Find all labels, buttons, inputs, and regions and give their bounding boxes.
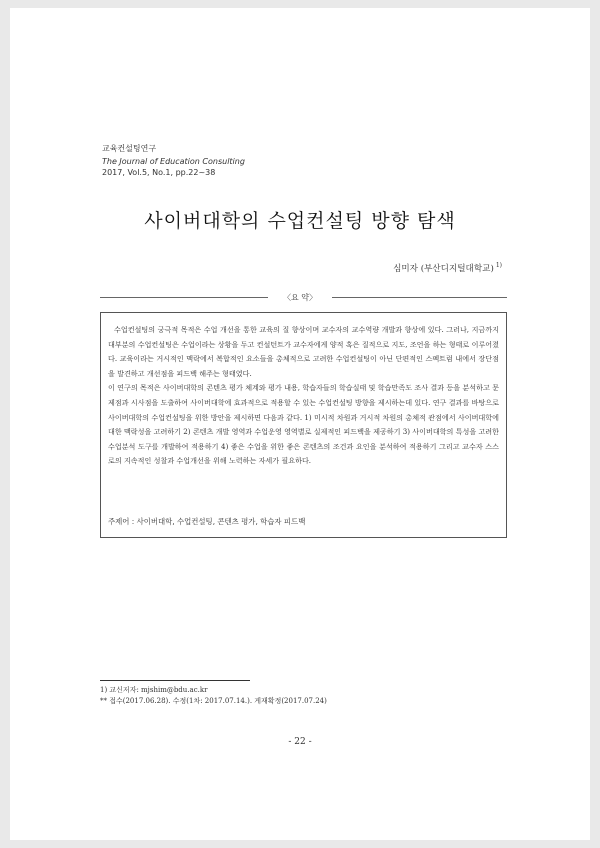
author-line [393, 262, 502, 274]
keywords: 주제어 : 사이버대학, 수업컨설팅, 콘텐츠 평가, 학습자 피드백 [108, 517, 306, 526]
abstract-rule-left [100, 297, 268, 298]
footnote-corresponding-author: 1) 교신저자: mjshim@bdu.ac.kr [100, 686, 208, 694]
journal-volume: 2017, Vol.5, No.1, pp.22~38 [102, 168, 216, 177]
journal-name-english: The Journal of Education Consulting [102, 157, 245, 166]
abstract-paragraph-1: 수업컨설팅의 궁극적 목적은 수업 개선을 통한 교육의 질 향상이며 교수자의 교수역량 개발과 향상에 있다. 그러나, 지금까지 대부분의 수업컨설팅은 수업이라는 상황을 두고 컨설턴트가 교수자에게 양적 혹은 질적으로 지도, 조언을 하는 형태로 이루어졌다. 교육이라는 거시적인 맥락에서 복합적인 요소들을 총체적으로 고려한 수업컨설팅이 아닌 단편적인 스펙트럼 내에서 장단점을 발견하고 개선점을 피드백 해주는 형태였다. [108, 325, 499, 378]
journal-name-korean: 교육컨설팅연구 [102, 144, 157, 153]
abstract-label: 〈요 약〉 [283, 293, 317, 302]
paper-title: 사이버대학의 수업컨설팅 방향 탐색 [144, 210, 456, 232]
author-name: 심미자 (부산디지털대학교) [393, 264, 494, 274]
abstract-text [108, 323, 499, 469]
abstract-paragraph-2: 이 연구의 목적은 사이버대학의 콘텐츠 평가 체계와 평가 내용, 학습자들의 학습실태 및 학습만족도 조사 결과 등을 분석하고 문제점과 시사점을 도출하여 사이버대학에 효과적으로 적용할 수 있는 수업컨설팅 방향을 제시하는데 있다. 연구 결과를 바탕으로 사이버대학의 수업컨설팅을 위한 방안을 제시하면 다음과 같다. 1) 미시적 차원과 거시적 차원의 총체적 관점에서 사이버대학에 대한 맥락성을 고려하기 2) 콘텐츠 개발 영역과 수업운영 영역별로 실제적인 피드백을 제공하기 3) 사이버대학의 특성을 고려한 수업분석 도구를 개발하여 적용하기 4) 좋은 수업을 위한 좋은 콘텐츠의 조건과 요인을 분석하여 적용하기 그리고 교수자 스스로의 지속적인 성찰과 수업개선을 위해 노력하는 자세가 필요하다. [108, 383, 500, 466]
page-number: - 22 - [288, 737, 312, 747]
footnote-submission-dates: ** 접수(2017.06.28). 수정(1차: 2017.07.14.). 게재확정(2017.07.24) [100, 697, 327, 705]
abstract-rule-right [332, 297, 507, 298]
footnote-rule [100, 680, 250, 681]
author-footnote-mark: 1) [495, 262, 502, 270]
